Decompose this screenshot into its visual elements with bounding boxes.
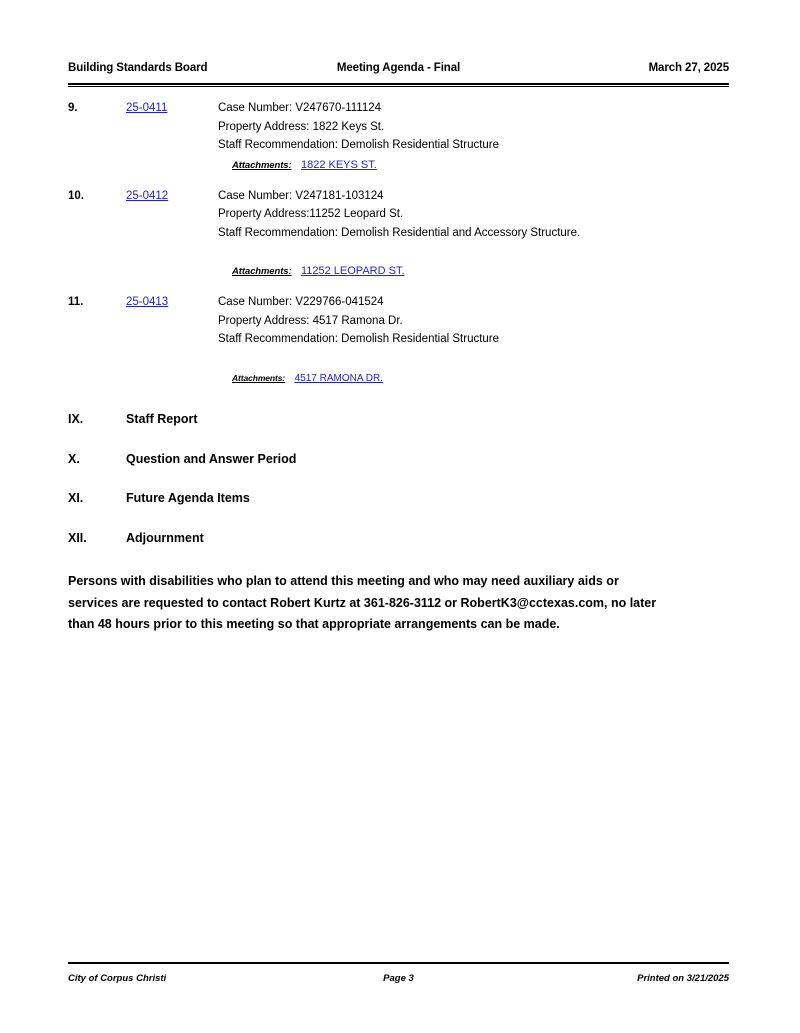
agenda-sections-list	[0, 412, 800, 570]
case-number-text: Case Number: V247181-103124	[218, 189, 384, 202]
agenda-item-body	[218, 293, 800, 386]
staff-recommendation-text: Staff Recommendation: Demolish Residential Structure	[218, 139, 500, 151]
file-number-link[interactable]: 25-0412	[126, 189, 169, 202]
section-label: Staff Report	[126, 412, 198, 426]
attachment-link[interactable]: 4517 RAMONA DR.	[294, 372, 383, 384]
agenda-item-number: 9.	[68, 102, 78, 114]
footer-divider	[68, 962, 729, 964]
attachment-link[interactable]: 1822 KEYS ST.	[300, 158, 377, 171]
staff-recommendation-text: Staff Recommendation: Demolish Residential Structure	[218, 333, 500, 345]
agenda-item-number: 11.	[68, 296, 84, 308]
attachments-label: Attachments:	[232, 266, 292, 277]
header-meeting-date: March 27, 2025	[648, 62, 729, 74]
attachments-row	[232, 155, 730, 173]
attachments-label: Attachments:	[232, 372, 286, 383]
agenda-section-future-agenda-items	[0, 491, 800, 531]
section-label: Future Agenda Items	[126, 491, 250, 505]
file-number-link[interactable]: 25-0411	[126, 102, 168, 114]
header-divider	[68, 83, 729, 87]
agenda-item-file-number[interactable]	[126, 99, 167, 118]
agenda-item	[0, 99, 800, 173]
section-numeral: XI.	[68, 491, 84, 505]
agenda-section-adjournment	[0, 531, 800, 571]
footer-printed-on: Printed on 3/21/2025	[637, 973, 729, 984]
section-numeral: IX.	[68, 412, 84, 426]
property-address-text: Property Address:11252 Leopard St.	[218, 208, 404, 220]
agenda-item	[0, 293, 800, 386]
case-number-text: Case Number: V229766-041524	[218, 296, 384, 308]
property-address-text: Property Address: 1822 Keys St.	[218, 120, 385, 133]
header-board-name: Building Standards Board	[68, 62, 208, 74]
staff-recommendation-text: Staff Recommendation: Demolish Residential and Accessory Structure.	[218, 226, 581, 239]
agenda-section-question-and-answer-period	[0, 452, 800, 492]
section-label: Adjournment	[126, 530, 204, 545]
case-number-text: Case Number: V247670-111124	[218, 102, 382, 114]
accessibility-notice: Persons with disabilities who plan to attend this meeting and who may need auxiliary aids or services are requested to contact Robert Kurtz at 361-826-3112 or RobertK3@cctexas.com, no later than 48 hours prior to this meeting so that appropriate arrangements can be made.	[68, 574, 657, 631]
header-document-title: Meeting Agenda - Final	[336, 62, 461, 74]
file-number-link[interactable]: 25-0413	[126, 296, 169, 308]
agenda-items-list	[0, 99, 800, 400]
attachment-link[interactable]: 11252 LEOPARD ST.	[300, 265, 405, 277]
agenda-section-staff-report	[0, 412, 800, 452]
footer-page-number: Page 3	[383, 973, 414, 984]
agenda-item	[0, 187, 800, 280]
attachments-label: Attachments:	[232, 159, 292, 171]
footer-city-name: City of Corpus Christi	[68, 973, 167, 984]
agenda-item-body	[218, 187, 800, 280]
section-numeral: X.	[68, 451, 80, 466]
agenda-item-file-number[interactable]	[126, 293, 168, 312]
agenda-item-number: 10.	[68, 189, 84, 202]
attachments-row	[232, 261, 730, 279]
section-label: Question and Answer Period	[126, 451, 297, 466]
agenda-item-body	[218, 99, 800, 173]
section-numeral: XII.	[68, 530, 87, 545]
property-address-text: Property Address: 4517 Ramona Dr.	[218, 314, 403, 327]
attachments-row	[232, 368, 730, 386]
agenda-item-file-number[interactable]	[126, 187, 168, 206]
page-header	[68, 62, 729, 74]
